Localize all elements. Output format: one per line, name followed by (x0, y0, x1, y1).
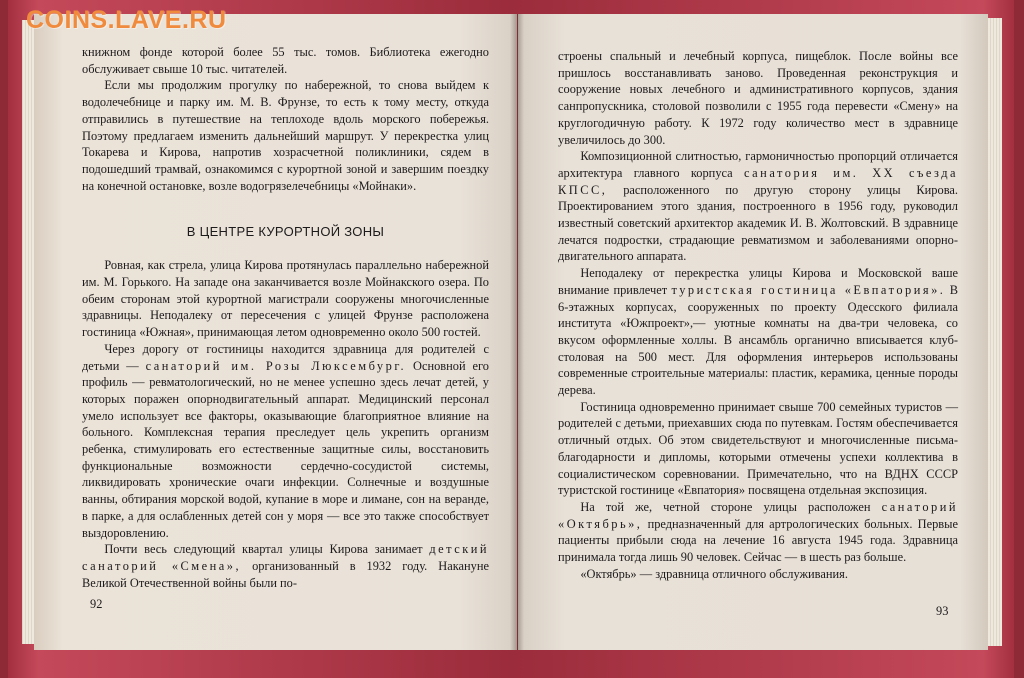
text-run: предназначенный для артрологических больных. Первые пациенты прибыли сюда на лечение 16 августа 1945 года. Здравница принимала тогда лишь 90 человек. Сейчас — в шесть раз больше. (558, 516, 958, 565)
paragraph: Гостиница одновременно принимает свыше 700 семейных туристов — родителей с детьми, приехавших сюда по путевкам. Гостям обеспечивается отличный отдых. Об этом свидетельствуют и многочисленные письма-благодарности и дипломы, которыми отмечены успехи коллектива в социалистическом соревновании. Примечательно, что на ВДНХ СССР туристской гостинице «Евпатория» посвящена отдельная экспозиция. (558, 399, 958, 498)
emphasized-name: детский санаторий «Смена», (82, 542, 489, 573)
text-run: В 6-этажных корпусах, сооруженных по проекту Одесского филиала института «Южпроект»,— уютные комнаты на два-три человека, со вкусом оформленные холлы. В ансамбль органично вписывается клуб-столовая на 500 мест. Для оформления интерьеров использованы современные строительные материалы: пластик, керамика, ценные породы дерева. (558, 282, 958, 398)
emphasized-name: санаторий им. Розы Люксембург. (145, 358, 407, 373)
left-page (34, 14, 517, 650)
paragraph: книжном фонде которой более 55 тыс. томов. Библиотека ежегодно обслуживает свыше 10 тыс. читателей. (82, 45, 489, 76)
page-number: 92 (90, 597, 103, 611)
paragraph (82, 341, 489, 541)
paragraph (558, 148, 958, 265)
text-run: Неподалеку от перекрестка улицы Кирова и Московской ваше внимание привлечет (558, 266, 958, 297)
paragraph (558, 499, 958, 566)
paragraph: Ровная, как стрела, улица Кирова протянулась параллельно набережной им. М. Горького. На западе она заканчивается возле Мойнакского озера. По обеим сторонам этой курортной магистрали сооружены многочисленные здравницы. Неподалеку от пересечения с улицей Фрунзе расположена гостиница «Южная», принимающая летом одновременно около 500 гостей. (82, 258, 489, 340)
page-stack-right (988, 18, 1002, 646)
emphasized-name: санатория им. XX съезда КПСС, (558, 165, 958, 197)
paragraph: Если мы продолжим прогулку по набережной, то снова выйдем к водолечебнице и парку им. М. В. Фрунзе, то есть к тому месту, откуда отправились в путешествие на теплоходе вдоль морского побережья. Поэтому предлагаем изменить дальнейший маршрут. У перекрестка улиц Токарева и Кирова, напротив хозрасчетной поликлиники, сядем в подошедший трамвай, ознакомимся с курортной зоной и завершим поездку на конечной остановке, возле водогрязелечебницы «Мойнаки». (82, 78, 489, 193)
page-number: 93 (936, 604, 949, 618)
text-run: Почти весь следующий квартал улицы Кирова занимает (104, 542, 423, 557)
paragraph: «Октябрь» — здравница отличного обслуживания. (580, 566, 848, 581)
emphasized-name: санаторий «Октябрь», (558, 499, 958, 531)
right-page (518, 14, 988, 650)
page-stack-left (22, 20, 34, 644)
text-run: Композиционной слитностью, гармоничностью пропорций отличается архитектура главного корпуса (558, 149, 958, 180)
text-run: На той же, четной стороне улицы расположен (580, 499, 871, 514)
text-run: организованный в 1932 году. Накануне Великой Отечественной войны были по- (82, 558, 489, 590)
watermark: COINS.LAVE.RU (26, 6, 227, 34)
paragraph: строены спальный и лечебный корпуса, пищеблок. После войны все пришлось восстанавливать заново. Проведенная реконструкция и сооружение новых лечебного и административного корпусов, здания санпропускника, столовой позволили с 1955 года перевести «Смену» на круглогодичную работу. К 1972 году количество мест в здравнице увеличилось до 300. (558, 49, 958, 147)
paragraph (82, 541, 489, 591)
text-run: расположенного по другую сторону улицы Кирова. Проектированием этого здания, построенного в 1956 году, руководил известный советский архитектор академик И. В. Жолтовский. В здравнице лечатся подростки, страдающие ревматизмом и заболеваниями опорно-двигательного аппарата. (558, 182, 958, 264)
text-run: Через дорогу от гостиницы находится здравница для родителей с детьми — (82, 341, 489, 373)
section-heading: В ЦЕНТРЕ КУРОРТНОЙ ЗОНЫ (186, 224, 385, 240)
paragraph (558, 265, 958, 399)
emphasized-name: туристская гостиница «Евпатория». (671, 282, 946, 297)
book-gutter (510, 14, 524, 650)
text-run: Основной его профиль — ревматологический, но не менее успешно здесь лечат детей, у которых поражен опорнодвигательный аппарат. Медицинский персонал умело использует все факторы, оказывающие благоприятное влияние на больного. Комплексная терапия преследует цель укрепить организм ребенка, стимулировать его естественные защитные силы, восстановить функциональные возможности сердечно-сосудистой системы, ликвидировать хронические очаги инфекции. Солнечные и воздушные ванны, обтирания морской водой, купание в море и лимане, сон на веранде, в парке, а для ослабленных детей сон у моря — все это также способствует выздоровлению. (82, 358, 489, 540)
